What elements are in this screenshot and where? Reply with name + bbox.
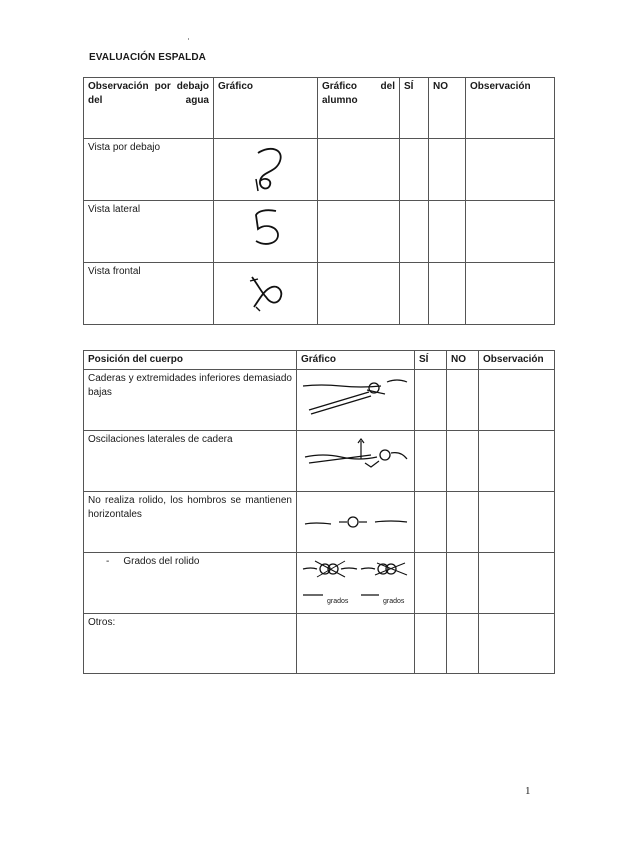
row-label: Caderas y extremidades inferiores demasiado bajas (84, 370, 297, 431)
header-grafico: Gráfico (297, 351, 415, 370)
observacion-cell[interactable] (466, 263, 555, 325)
oscilaciones-sketch (301, 433, 411, 485)
row-label: Grados del rolido (123, 556, 200, 567)
sketch-cell (214, 139, 318, 201)
sketch-cell (297, 431, 415, 492)
student-graphic-cell[interactable] (318, 201, 400, 263)
observacion-cell[interactable] (466, 139, 555, 201)
underwater-observation-table (83, 77, 555, 325)
no-cell[interactable] (447, 614, 479, 674)
student-graphic-cell[interactable] (318, 263, 400, 325)
no-cell[interactable] (429, 263, 466, 325)
caderas-bajas-sketch (301, 372, 411, 424)
row-label: Oscilaciones laterales de cadera (84, 431, 297, 492)
scan-speck (188, 38, 189, 40)
sketch-cell (214, 201, 318, 263)
header-observacion: Observación (479, 351, 555, 370)
observacion-cell[interactable] (479, 492, 555, 553)
no-rolido-sketch (301, 494, 411, 546)
si-cell[interactable] (400, 201, 429, 263)
table-row (84, 263, 555, 325)
observacion-cell[interactable] (466, 201, 555, 263)
vista-frontal-sketch (236, 265, 296, 319)
row-label: No realiza rolido, los hombros se mantienen horizontales (84, 492, 297, 553)
observacion-cell[interactable] (479, 370, 555, 431)
bullet-row (84, 553, 297, 614)
grados-label-left: grados (327, 598, 349, 605)
sketch-cell[interactable] (297, 614, 415, 674)
header-observacion: Observación (466, 78, 555, 139)
header-grafico-alumno: Gráfico del alumno (318, 78, 400, 139)
observacion-cell[interactable] (479, 553, 555, 614)
table-row (84, 201, 555, 263)
row-label: Vista frontal (84, 263, 214, 325)
header-no: NO (447, 351, 479, 370)
header-no: NO (429, 78, 466, 139)
table-row (84, 370, 555, 431)
sketch-cell (214, 263, 318, 325)
si-cell[interactable] (415, 431, 447, 492)
row-label: Vista lateral (84, 201, 214, 263)
si-cell[interactable] (400, 263, 429, 325)
table-row (84, 431, 555, 492)
page-title: EVALUACIÓN ESPALDA (89, 52, 206, 63)
si-cell[interactable] (415, 614, 447, 674)
table-row (84, 614, 555, 674)
table-row (84, 553, 555, 614)
header-posicion-cuerpo: Posición del cuerpo (84, 351, 297, 370)
si-cell[interactable] (400, 139, 429, 201)
no-cell[interactable] (429, 139, 466, 201)
body-position-table (83, 350, 555, 674)
vista-por-debajo-sketch (236, 141, 296, 195)
table-header-row (84, 78, 555, 139)
row-label: Otros: (84, 614, 297, 674)
si-cell[interactable] (415, 370, 447, 431)
no-cell[interactable] (447, 370, 479, 431)
sketch-cell (297, 553, 415, 614)
header-observacion-debajo: Observación por debajo del agua (84, 78, 214, 139)
si-cell[interactable] (415, 492, 447, 553)
no-cell[interactable] (447, 492, 479, 553)
no-cell[interactable] (447, 431, 479, 492)
observacion-cell[interactable] (479, 431, 555, 492)
header-si: SÍ (400, 78, 429, 139)
header-si: SÍ (415, 351, 447, 370)
no-cell[interactable] (429, 201, 466, 263)
student-graphic-cell[interactable] (318, 139, 400, 201)
sketch-cell (297, 370, 415, 431)
table-header-row (84, 351, 555, 370)
si-cell[interactable] (415, 553, 447, 614)
bullet-dash: - (106, 556, 110, 567)
header-grafico: Gráfico (214, 78, 318, 139)
grados-label-right: grados (383, 598, 405, 605)
observacion-cell[interactable] (479, 614, 555, 674)
sketch-cell (297, 492, 415, 553)
row-label: Vista por debajo (84, 139, 214, 201)
table-row (84, 492, 555, 553)
page-number: 1 (525, 785, 531, 797)
vista-lateral-sketch (236, 203, 296, 257)
table-row (84, 139, 555, 201)
no-cell[interactable] (447, 553, 479, 614)
